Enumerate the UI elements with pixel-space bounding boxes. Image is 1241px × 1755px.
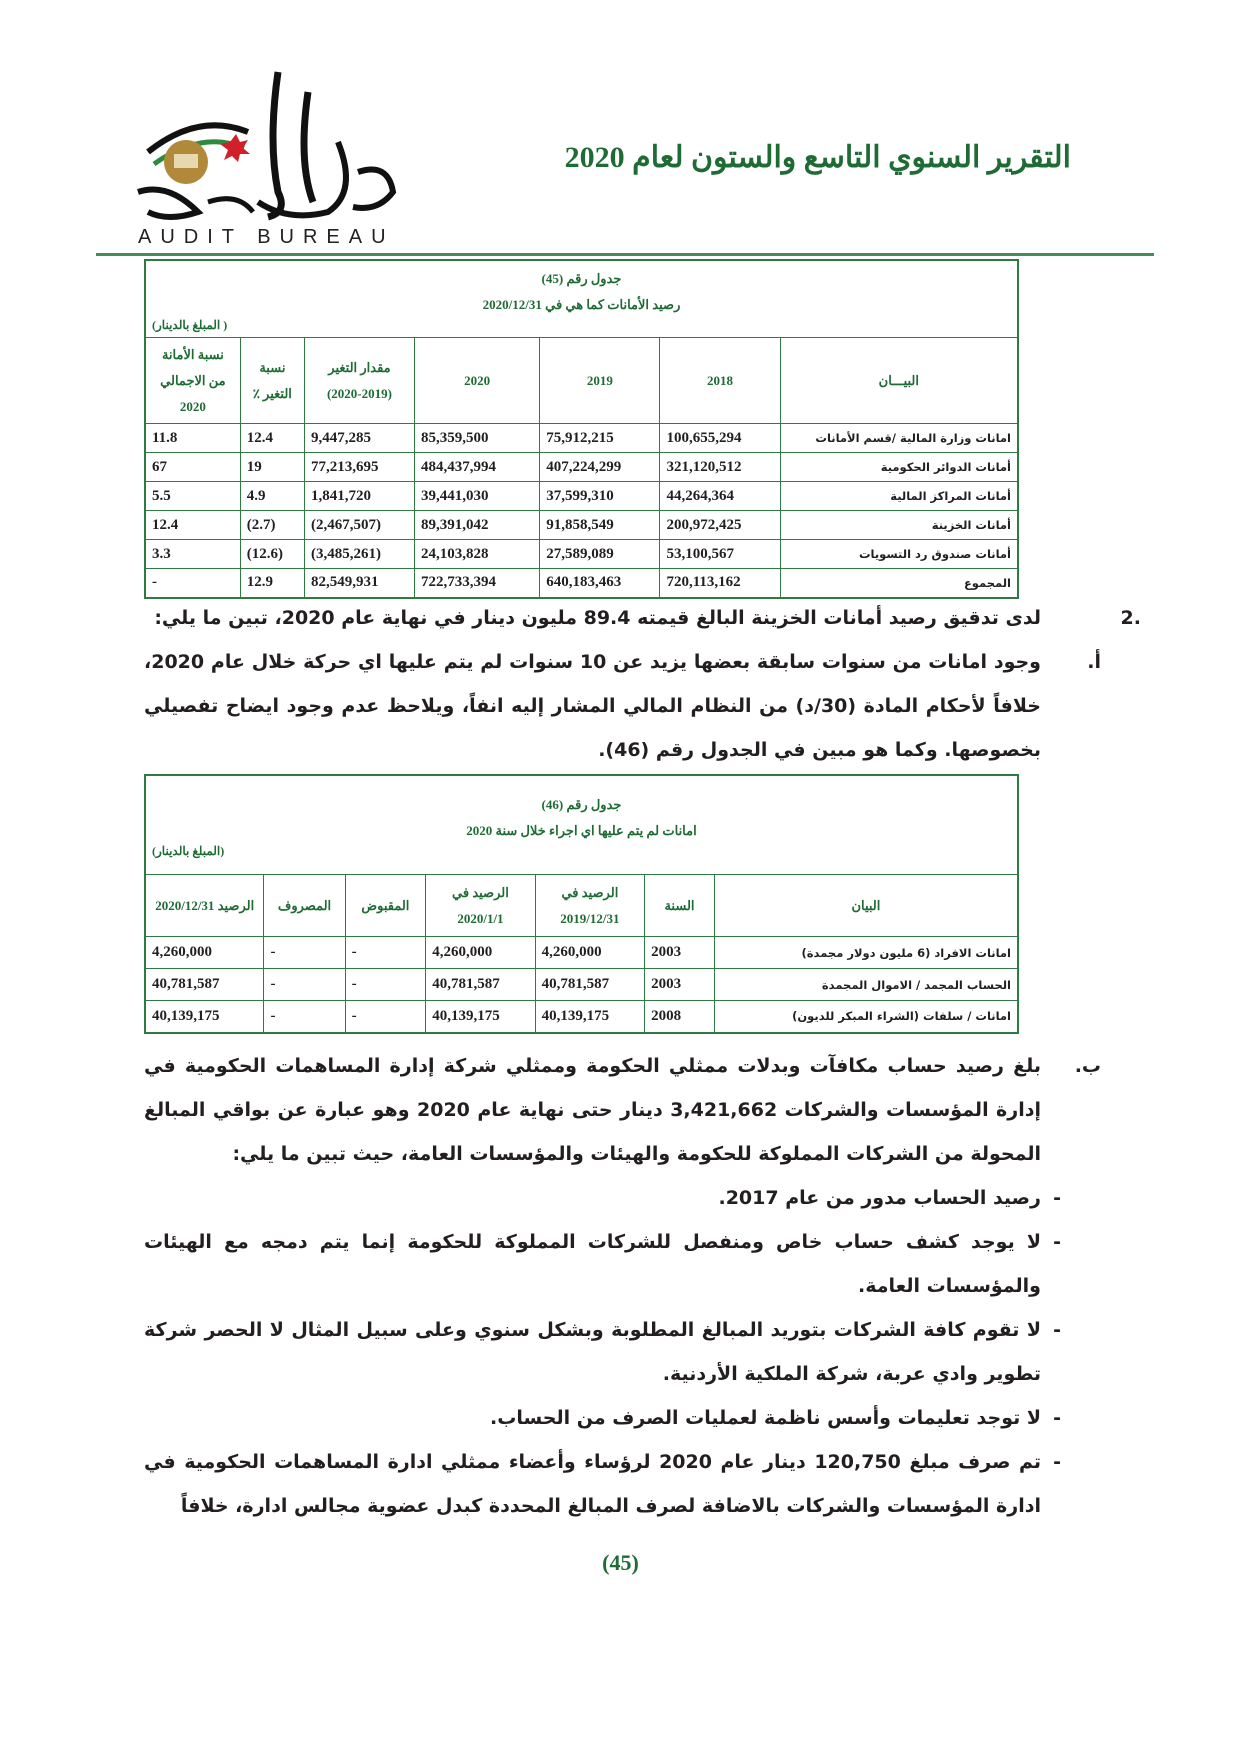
col-header: البيان — [714, 875, 1018, 937]
col-header: الرصيد في 2019/12/31 — [535, 875, 644, 937]
cell-value: 100,655,294 — [660, 424, 780, 453]
cell-value: 40,781,587 — [145, 969, 264, 1001]
col-header: نسبة الأمانة من الاجمالي 2020 — [145, 338, 240, 424]
bullet-marker: - — [1053, 1451, 1061, 1473]
bullet-marker: - — [1053, 1187, 1061, 1209]
cell-value: 2008 — [645, 1001, 715, 1033]
cell-value: 39,441,030 — [414, 482, 539, 511]
cell-value: 12.4 — [240, 424, 304, 453]
cell-value: 1,841,720 — [304, 482, 414, 511]
cell-value: 40,781,587 — [426, 969, 535, 1001]
cell-value: 200,972,425 — [660, 511, 780, 540]
cell-value: 4,260,000 — [426, 937, 535, 969]
cell-value: 12.4 — [145, 511, 240, 540]
row-label: المجموع — [780, 569, 1018, 598]
cell-value: 27,589,089 — [540, 540, 660, 569]
bullet-marker: - — [1053, 1231, 1061, 1253]
table-46 — [144, 774, 1019, 1034]
cell-value: 722,733,394 — [414, 569, 539, 598]
header-divider — [96, 253, 1154, 256]
cell-value: 37,599,310 — [540, 482, 660, 511]
row-label: الحساب المجمد / الاموال المجمدة — [714, 969, 1018, 1001]
cell-value: 720,113,162 — [660, 569, 780, 598]
paragraph-item-2 — [140, 596, 1141, 640]
cell-value: 2003 — [645, 937, 715, 969]
col-header: الرصيد في 2020/1/1 — [426, 875, 535, 937]
cell-value: - — [145, 569, 240, 598]
bullet-marker: - — [1053, 1319, 1061, 1341]
table-header-row — [145, 338, 1018, 424]
logo-english-text: AUDIT BUREAU — [138, 226, 395, 248]
table-row — [145, 453, 1018, 482]
table-header-row — [145, 875, 1018, 937]
cell-value: 40,781,587 — [535, 969, 644, 1001]
cell-value: 40,139,175 — [535, 1001, 644, 1033]
report-title: التقرير السنوي التاسع والستون لعام 2020 — [564, 141, 1071, 174]
cell-value: 9,447,285 — [304, 424, 414, 453]
paragraph-item-b — [144, 1044, 1101, 1176]
cell-value: 321,120,512 — [660, 453, 780, 482]
cell-value: 40,139,175 — [145, 1001, 264, 1033]
table-45-caption-title: رصيد الأمانات كما هي في 2020/12/31 — [482, 296, 681, 312]
item-a-text: وجود امانات من سنوات سابقة بعضها يزيد عن 10 سنوات لم يتم عليها اي حركة خلال عام 2020، خلافاً لأحكام المادة (30/د) من النظام المالي المشار إليه انفاً، ويلاحظ عدم وجود ايضاح تفصيلي بخصوصها. وكما هو مبين في الجدول رقم (46). — [144, 651, 1041, 761]
row-label: امانات / سلفات (الشراء المبكر للديون) — [714, 1001, 1018, 1033]
bullet-item — [144, 1440, 1101, 1528]
col-header: البيـــان — [780, 338, 1018, 424]
cell-value: 12.9 — [240, 569, 304, 598]
col-header: نسبة التغير ٪ — [240, 338, 304, 424]
bullet-text: لا يوجد كشف حساب خاص ومنفصل للشركات المملوكة للحكومة إنما يتم دمجه مع الهيئات والمؤسسات العامة. — [144, 1231, 1041, 1297]
bullet-text: لا توجد تعليمات وأسس ناظمة لعمليات الصرف من الحساب. — [490, 1407, 1041, 1429]
cell-value: 484,437,994 — [414, 453, 539, 482]
bullet-item — [144, 1308, 1101, 1396]
table-46-caption-number: جدول رقم (46) — [541, 796, 622, 812]
cell-value: 407,224,299 — [540, 453, 660, 482]
bullet-item — [144, 1176, 1101, 1220]
col-header: المصروف — [264, 875, 345, 937]
bullet-list — [144, 1176, 1101, 1528]
cell-value: - — [264, 937, 345, 969]
page-number: (45) — [602, 1550, 639, 1575]
cell-value: 40,139,175 — [426, 1001, 535, 1033]
cell-value: 89,391,042 — [414, 511, 539, 540]
col-header: 2020 — [414, 338, 539, 424]
table-row — [145, 937, 1018, 969]
cell-value: - — [345, 937, 426, 969]
cell-value: - — [264, 969, 345, 1001]
bullet-text: لا تقوم كافة الشركات بتوريد المبالغ المطلوبة وبشكل سنوي وعلى سبيل المثال لا الحصر شركة تطوير وادي عربة، شركة الملكية الأردنية. — [144, 1319, 1041, 1385]
row-label: امانات الافراد (6 مليون دولار مجمدة) — [714, 937, 1018, 969]
table-row — [145, 482, 1018, 511]
table-46-unit: (المبلغ بالدينار) — [152, 843, 225, 858]
cell-value: 2003 — [645, 969, 715, 1001]
table-row — [145, 511, 1018, 540]
cell-value: 5.5 — [145, 482, 240, 511]
table-row — [145, 569, 1018, 598]
row-label: أمانات الخزينة — [780, 511, 1018, 540]
table-46-caption-title: امانات لم يتم عليها اي اجراء خلال سنة 2020 — [466, 822, 697, 838]
col-header: 2018 — [660, 338, 780, 424]
col-header: المقبوض — [345, 875, 426, 937]
cell-value: 4,260,000 — [535, 937, 644, 969]
row-label: أمانات صندوق رد التسويات — [780, 540, 1018, 569]
bullet-text: تم صرف مبلغ 120,750 دينار عام 2020 لرؤساء وأعضاء ممثلي ادارة المساهمات الحكومية في ادارة المؤسسات والشركات بالاضافة لصرف المبالغ المحددة كبدل عضوية مجالس ادارة، خلافاً — [144, 1451, 1041, 1517]
cell-value: 3.3 — [145, 540, 240, 569]
cell-value: 11.8 — [145, 424, 240, 453]
cell-value: (3,485,261) — [304, 540, 414, 569]
item-marker: .2 — [1120, 607, 1141, 629]
table-row — [145, 424, 1018, 453]
cell-value: 91,858,549 — [540, 511, 660, 540]
cell-value: (2,467,507) — [304, 511, 414, 540]
table-45-caption-number: جدول رقم (45) — [541, 270, 622, 286]
bullet-text: رصيد الحساب مدور من عام 2017. — [718, 1187, 1041, 1209]
cell-value: - — [264, 1001, 345, 1033]
cell-value: (2.7) — [240, 511, 304, 540]
item-marker: أ. — [1087, 651, 1101, 673]
row-label: امانات وزارة المالية /قسم الأمانات — [780, 424, 1018, 453]
paragraph-item-a — [144, 640, 1101, 772]
row-label: أمانات المراكز المالية — [780, 482, 1018, 511]
cell-value: 24,103,828 — [414, 540, 539, 569]
cell-value: 640,183,463 — [540, 569, 660, 598]
audit-bureau-logo — [128, 62, 418, 252]
bullet-item — [144, 1396, 1101, 1440]
item-marker: ب. — [1074, 1055, 1101, 1077]
bullet-item — [144, 1220, 1101, 1308]
item-2-text: لدى تدقيق رصيد أمانات الخزينة البالغ قيمته 89.4 مليون دينار في نهاية عام 2020، تبين ما يلي: — [154, 607, 1041, 629]
col-header: مقدار التغير (2019-2020) — [304, 338, 414, 424]
table-45-unit: ( المبلغ بالدينار) — [152, 317, 228, 332]
col-header: 2019 — [540, 338, 660, 424]
col-header: السنة — [645, 875, 715, 937]
cell-value: 75,912,215 — [540, 424, 660, 453]
cell-value: 19 — [240, 453, 304, 482]
cell-value: - — [345, 969, 426, 1001]
table-row — [145, 969, 1018, 1001]
table-row — [145, 1001, 1018, 1033]
cell-value: 67 — [145, 453, 240, 482]
cell-value: - — [345, 1001, 426, 1033]
cell-value: (12.6) — [240, 540, 304, 569]
col-header: الرصيد 2020/12/31 — [145, 875, 264, 937]
cell-value: 85,359,500 — [414, 424, 539, 453]
cell-value: 77,213,695 — [304, 453, 414, 482]
table-row — [145, 540, 1018, 569]
cell-value: 53,100,567 — [660, 540, 780, 569]
cell-value: 4.9 — [240, 482, 304, 511]
bullet-marker: - — [1053, 1407, 1061, 1429]
cell-value: 44,264,364 — [660, 482, 780, 511]
cell-value: 4,260,000 — [145, 937, 264, 969]
table-45 — [144, 259, 1019, 599]
row-label: أمانات الدوائر الحكومية — [780, 453, 1018, 482]
item-b-text: بلغ رصيد حساب مكافآت وبدلات ممثلي الحكومة وممثلي شركة إدارة المساهمات الحكومية في إدارة المؤسسات والشركات 3,421,662 دينار حتى نهاية عام 2020 وهو عبارة عن بواقي المبالغ المحولة من الشركات المملوكة للحكومة والهيئات والمؤسسات العامة، حيث تبين ما يلي: — [144, 1055, 1041, 1165]
cell-value: 82,549,931 — [304, 569, 414, 598]
